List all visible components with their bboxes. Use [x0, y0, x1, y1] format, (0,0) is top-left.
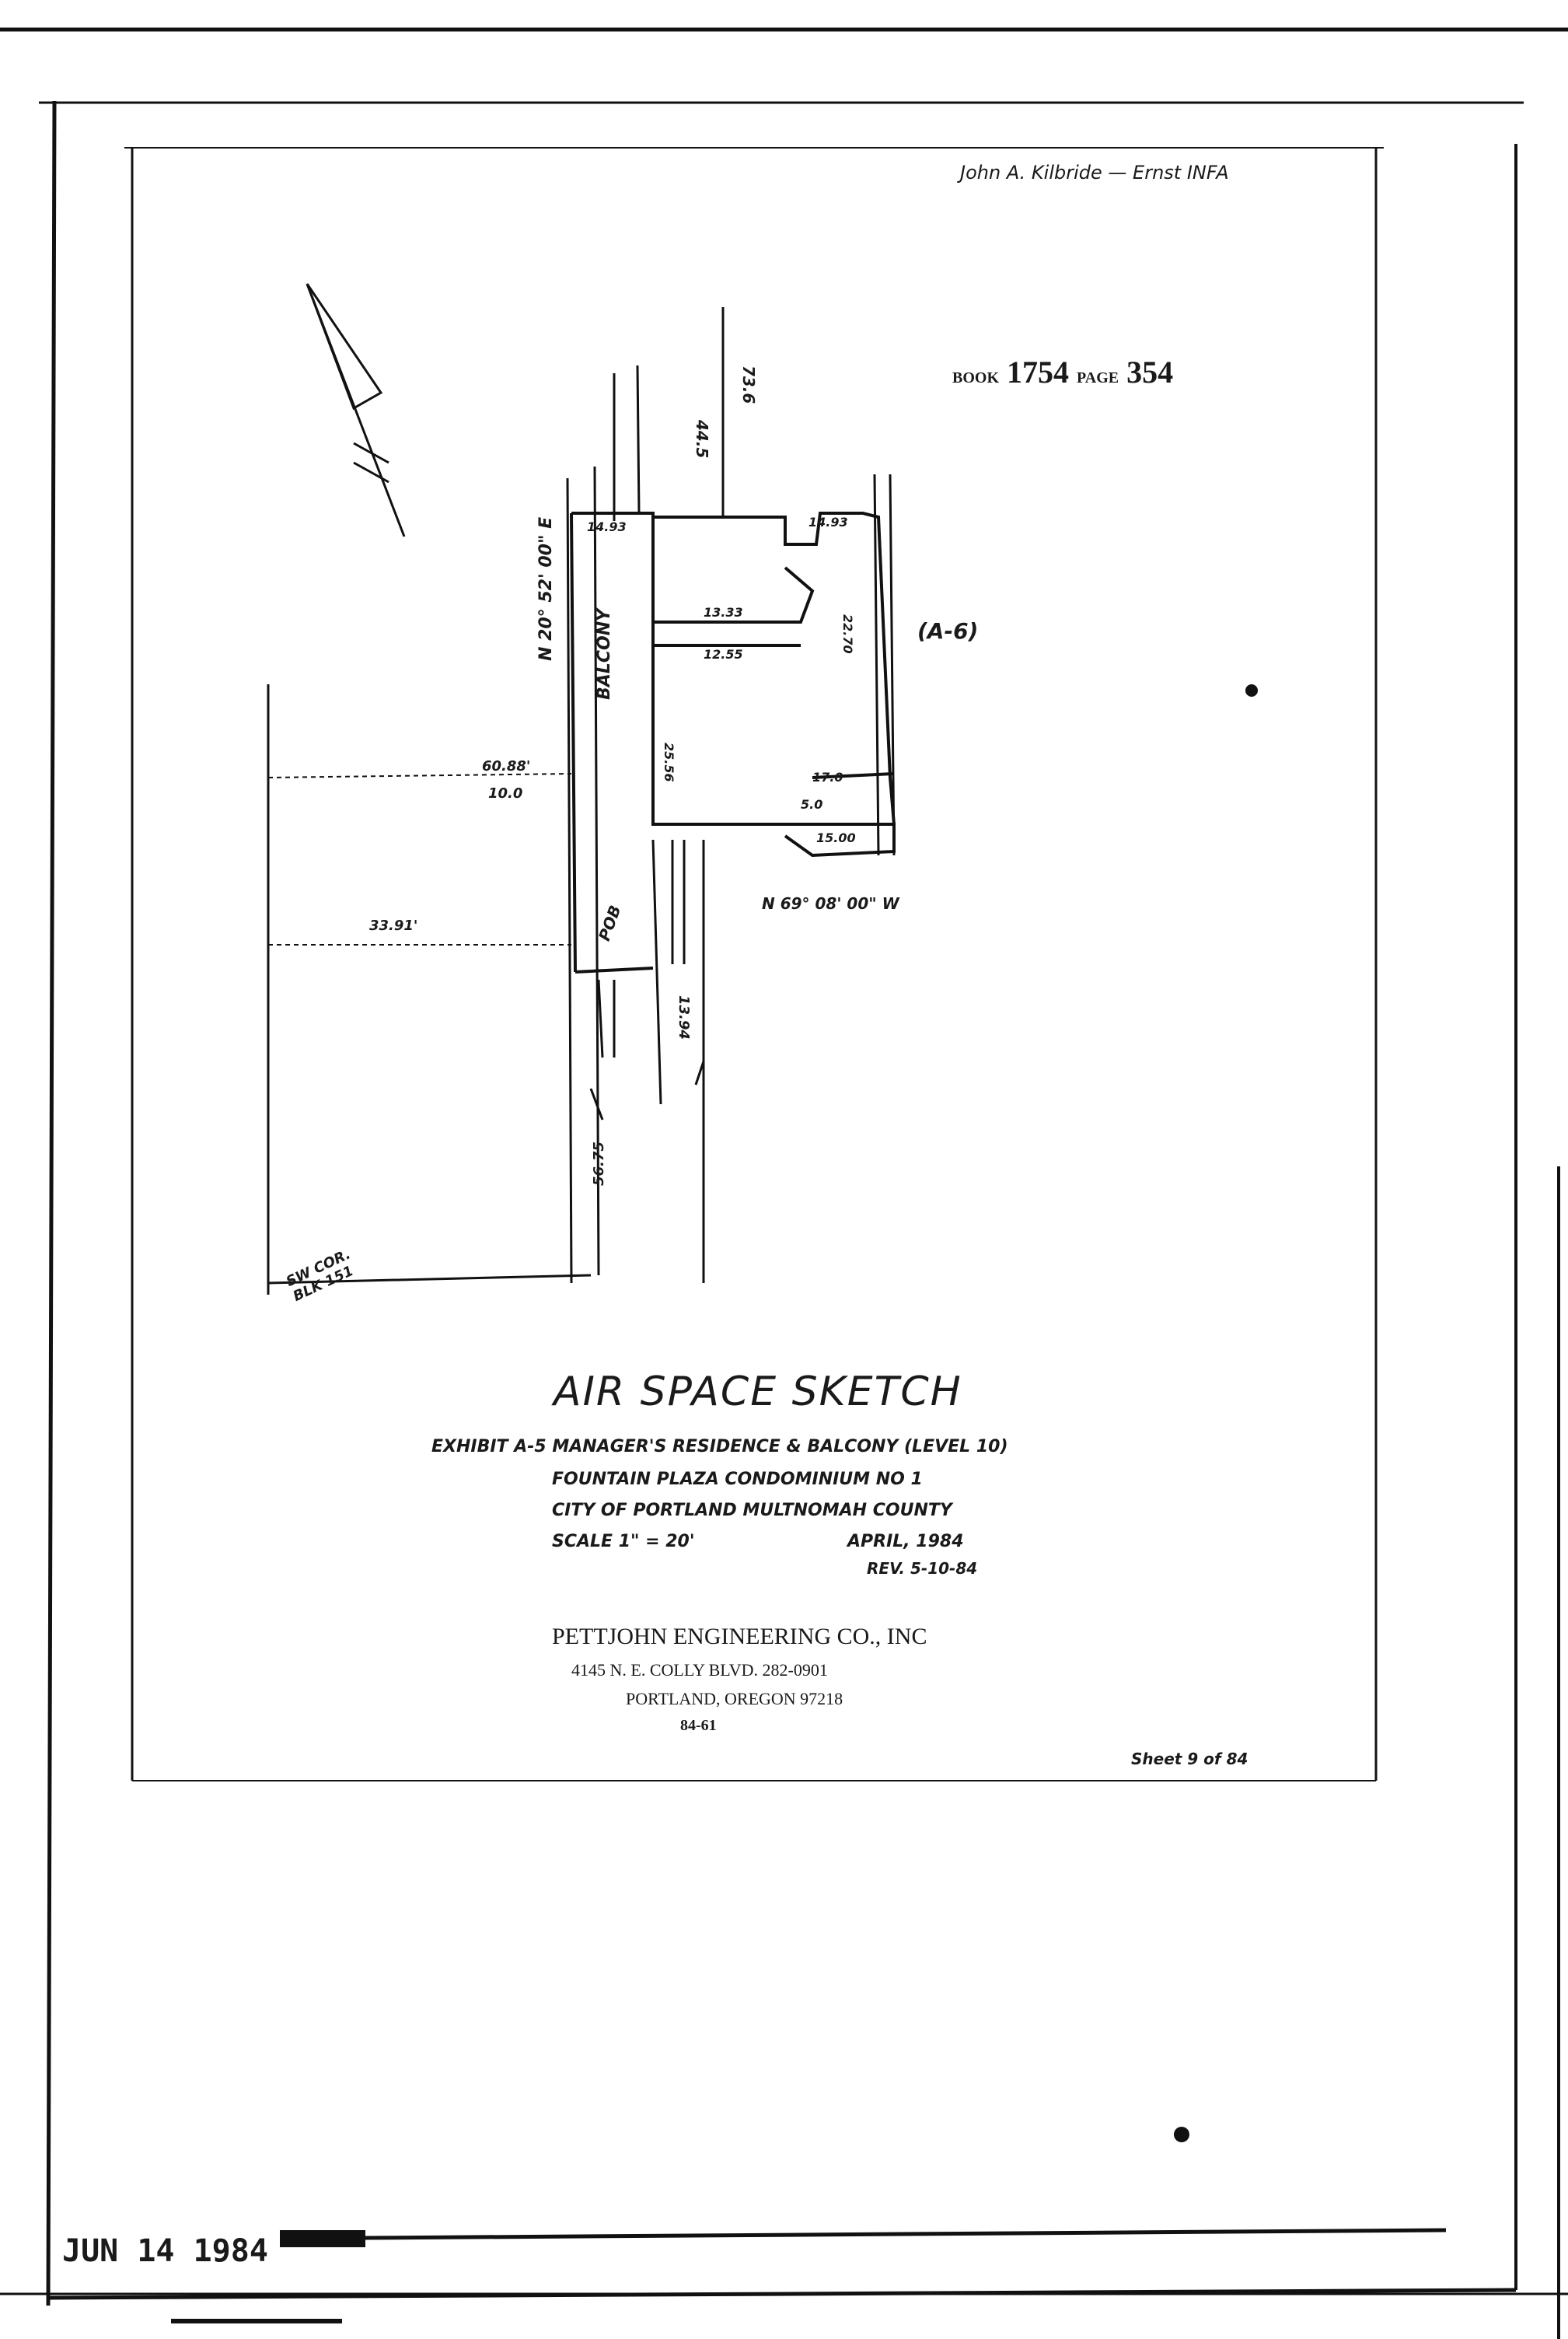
seg-a: 14.93 [587, 519, 627, 534]
firm-city: PORTLAND, OREGON 97218 [626, 1689, 843, 1708]
dim-offset-1: 60.88' [482, 758, 531, 774]
dim-bottom: 13.94 [676, 995, 692, 1040]
revised-label: REV. 5-10-84 [867, 1559, 978, 1578]
corner-label: SW COR. BLK 151 [284, 1246, 356, 1306]
pob-label: POB [595, 902, 625, 944]
date-label: APRIL, 1984 [847, 1532, 964, 1551]
bearing-north: N 20° 52' 00" E [536, 516, 556, 661]
seg-e: 22.70 [840, 614, 855, 654]
project-line: FOUNTAIN PLAZA CONDOMINIUM NO 1 [552, 1470, 923, 1489]
seg-c: 13.33 [704, 605, 743, 620]
unit-label: (A-6) [917, 618, 979, 644]
north-arrow [307, 284, 404, 537]
dim-offset-1b: 10.0 [488, 785, 523, 802]
book-prefix: BOOK [952, 369, 1000, 386]
seg-b: 14.93 [808, 515, 848, 530]
dim-low: 56.75 [591, 1142, 607, 1186]
dim-top: 44.5 [693, 420, 711, 459]
drafter-note: John A. Kilbride — Ernst INFA [960, 162, 1229, 184]
seg-i: 5.0 [801, 797, 823, 812]
book-page-ref [952, 354, 1173, 390]
seg-h: 15.00 [816, 830, 856, 845]
dim-offset-2: 33.91' [369, 918, 418, 934]
seal-mark [1245, 684, 1258, 697]
sheet-ref: Sheet 9 of 84 [1131, 1750, 1248, 1768]
bearing-west: N 69° 08' 00" W [762, 894, 899, 913]
tie-lines [268, 774, 571, 945]
seg-f: 25.56 [662, 743, 676, 782]
county-line: CITY OF PORTLAND MULTNOMAH COUNTY [552, 1501, 952, 1520]
exhibit-line: EXHIBIT A-5 MANAGER'S RESIDENCE & BALCONY (LEVEL 10) [431, 1437, 1008, 1456]
page-number: 354 [1126, 355, 1174, 390]
firm-address: 4145 N. E. COLLY BLVD. 282-0901 [571, 1660, 828, 1680]
sketch-title: AIR SPACE SKETCH [554, 1369, 962, 1415]
book-number: 1754 [1007, 355, 1070, 390]
firm-name: PETTJOHN ENGINEERING CO., INC [552, 1624, 927, 1649]
balcony-label: BALCONY [595, 608, 614, 700]
job-number: 84-61 [680, 1717, 717, 1734]
seg-d: 12.55 [704, 647, 743, 662]
recording-date-stamp: JUN 14 1984 [62, 2233, 268, 2269]
stamp-smudge [280, 2230, 365, 2247]
page-prefix: PAGE [1077, 369, 1119, 386]
scale-label: SCALE 1" = 20' [552, 1532, 695, 1551]
seg-g: 17.0 [812, 770, 843, 785]
outer-frame-left [48, 101, 54, 2306]
dim-right: 73.6 [739, 365, 758, 404]
